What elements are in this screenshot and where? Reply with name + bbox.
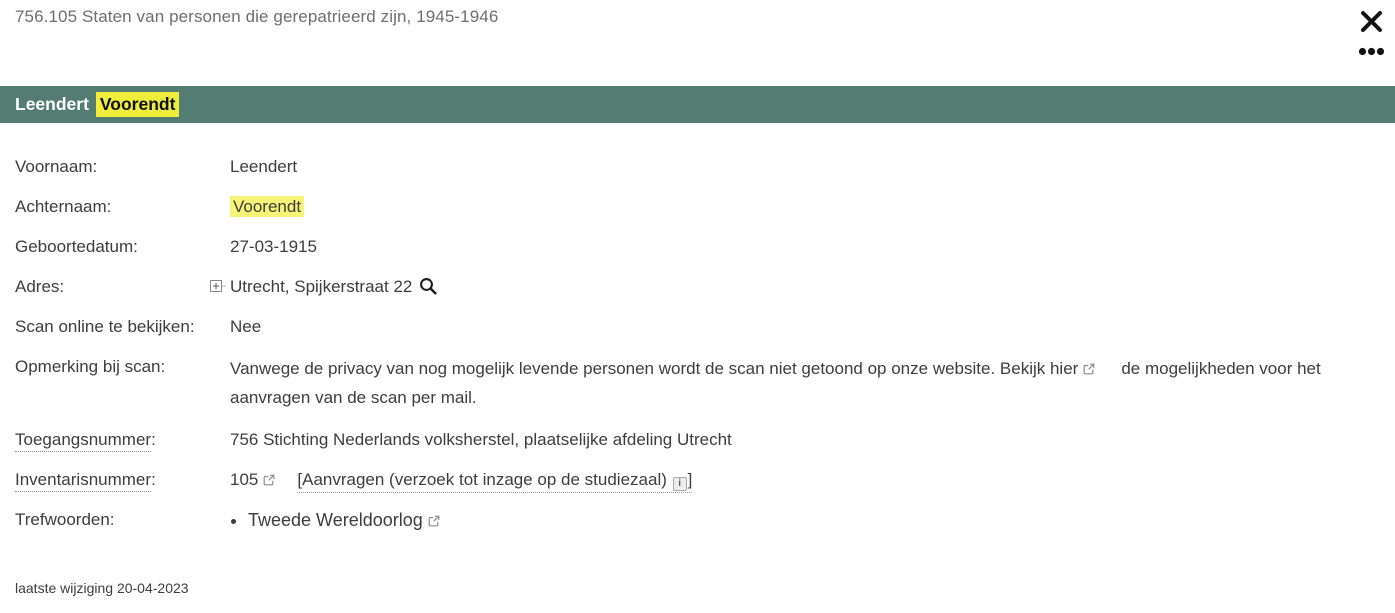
bracket-close: ] — [687, 470, 693, 489]
field-label: Scan online te bekijken: — [15, 317, 195, 336]
field-label: Achternaam: — [15, 197, 112, 216]
field-row-opmerking-bij-scan — [15, 354, 1380, 412]
request-link-text: Aanvragen (verzoek tot inzage op de studiezaal) — [302, 470, 667, 489]
label-colon: : — [151, 470, 156, 489]
top-actions — [1354, 8, 1389, 56]
field-row-voornaam — [15, 154, 1380, 179]
search-address-button[interactable] — [419, 277, 437, 295]
field-value: Nee — [230, 317, 262, 336]
search-icon — [419, 277, 437, 295]
field-value: 756 Stichting Nederlands volksherstel, plaatselijke afdeling Utrecht — [230, 430, 732, 449]
field-label: Trefwoorden: — [15, 510, 115, 529]
opmerking-text-before: Vanwege de privacy van nog mogelijk levende personen wordt de scan niet getoond op onze website. — [230, 359, 1000, 378]
request-access-link[interactable] — [297, 470, 692, 493]
topbar — [0, 0, 1395, 86]
field-row-trefwoorden — [15, 507, 1380, 533]
field-label: Opmerking bij scan: — [15, 357, 166, 376]
keyword-item — [248, 507, 1380, 533]
external-link-icon — [263, 474, 275, 486]
record-fields — [0, 123, 1395, 533]
field-value — [230, 507, 1380, 533]
field-row-inventarisnummer — [15, 467, 1380, 492]
field-value — [230, 467, 1380, 492]
field-value: Leendert — [230, 157, 298, 176]
bekijk-hier-link[interactable]: Bekijk hier — [999, 359, 1079, 378]
field-value: 27-03-1915 — [230, 237, 317, 256]
record-title-last-name-highlight: Voorendt — [96, 92, 180, 117]
field-row-adres — [15, 274, 1380, 299]
search-hit-highlight: Voorendt — [230, 196, 304, 217]
last-modified-text: laatste wijziging 20-04-2023 — [15, 580, 189, 596]
info-icon: i — [673, 477, 687, 491]
keywords-list — [230, 507, 1380, 533]
external-link-icon — [428, 515, 440, 527]
inventory-number-link[interactable]: 105 — [230, 470, 259, 489]
external-link-icon — [1083, 363, 1095, 375]
field-label — [15, 467, 230, 492]
field-value — [230, 194, 1380, 219]
field-label — [15, 427, 230, 452]
adres-text: Utrecht, Spijkerstraat 22 — [230, 277, 413, 296]
bracket-open: [ — [297, 470, 303, 489]
field-value — [230, 274, 1380, 299]
record-header-bar — [0, 86, 1395, 123]
expand-tree-icon[interactable] — [210, 280, 227, 292]
field-label: Voornaam: — [15, 157, 98, 176]
source-title: 756.105 Staten van personen die gerepatrieerd zijn, 1945-1946 — [15, 7, 499, 26]
field-label: Geboortedatum: — [15, 237, 138, 256]
more-options-button[interactable] — [1354, 47, 1389, 56]
page-footer — [0, 580, 1395, 596]
field-label: Adres: — [15, 277, 65, 296]
toegangsnummer-term[interactable]: Toegangsnummer — [15, 430, 151, 452]
field-row-geboortedatum — [15, 234, 1380, 259]
close-icon — [1358, 8, 1385, 35]
keyword-link[interactable]: Tweede Wereldoorlog — [248, 510, 423, 530]
label-colon: : — [151, 430, 156, 449]
field-row-achternaam — [15, 194, 1380, 219]
field-row-scan-online — [15, 314, 1380, 339]
close-button[interactable] — [1354, 8, 1389, 35]
field-row-toegangsnummer — [15, 427, 1380, 452]
record-title-first-name: Leendert — [15, 94, 89, 114]
field-value — [230, 354, 1380, 412]
ellipsis-icon — [1358, 47, 1385, 56]
inventarisnummer-term[interactable]: Inventarisnummer — [15, 470, 151, 492]
opmerking-text-after: de mogelijkheden voor het aanvragen van de scan per mail. — [230, 359, 1321, 407]
